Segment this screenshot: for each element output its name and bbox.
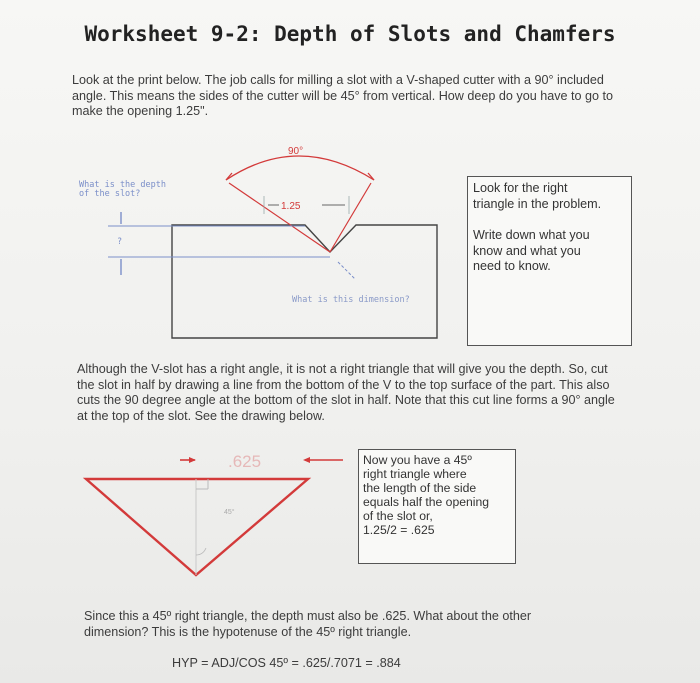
page-title: Worksheet 9-2: Depth of Slots and Chamfers [84,22,616,46]
hint-box: Look for the right triangle in the problem. Write down what you know and what you need to know. [467,176,632,346]
hypotenuse-formula: HYP = ADJ/COS 45º = .625/.7071 = .884 [172,656,401,670]
depth-question: What is the depth of the slot? [79,180,166,199]
angle-45-label: 45° [224,509,235,516]
half-width-label: .625 [228,452,262,471]
angle-90-label: 90° [288,146,304,157]
cutter-side-right [330,183,371,252]
conclusion-paragraph: Since this a 45º right triangle, the depth must also be .625. What about the other dimension? This is the hypotenuse of the 45º right triangle. [84,609,532,639]
cutter-side-left [229,183,330,252]
intro-paragraph: Look at the print below. The job calls for milling a slot with a V-shaped cutter with a 90° included angle. This means the sides of the cutter will be 45° from vertical. How deep do you have to go to make the opening 1.25". [72,73,614,118]
opening-label: 1.25 [281,201,301,212]
angle-arc [226,156,374,180]
dimension-question: What is this dimension? [292,295,410,305]
v-triangle [86,479,308,575]
unknown-mark: ? [117,237,123,247]
part-outline [172,225,437,338]
result-box: Now you have a 45º right triangle where the length of the side equals half the opening of the slot or, 1.25/2 = .625 [358,449,516,564]
explanation-paragraph: Although the V-slot has a right angle, it is not a right triangle that will give you the depth. So, cut the slot in half by drawing a line from the bottom of the V to the top surface of the part. This also cuts the 90 degree angle at the bottom of the slot in half. Note that this cut line forms a 90° angle at the top of the slot. See the drawing below. [77,362,615,423]
